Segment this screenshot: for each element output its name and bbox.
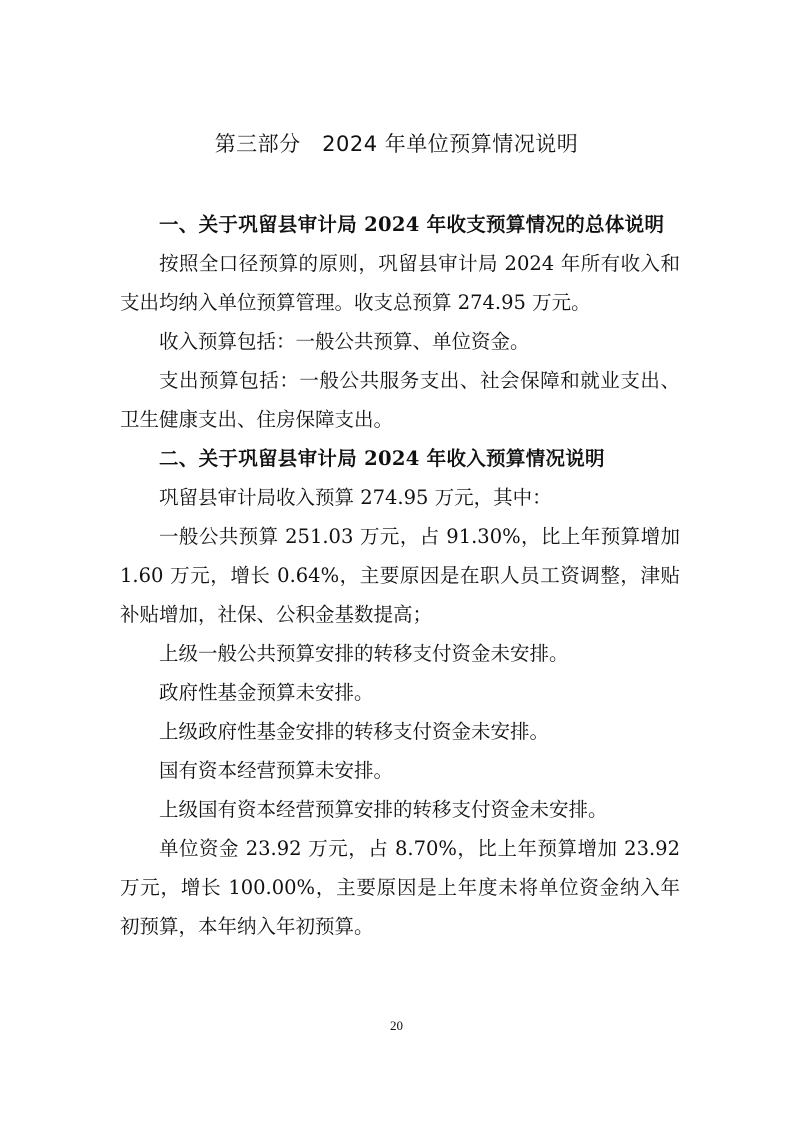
paragraph-transfer-fund: 上级政府性基金安排的转移支付资金未安排。 (159, 720, 550, 743)
heading-overall-budget: 一、关于巩留县审计局 2024 年收支预算情况的总体说明 (159, 213, 665, 236)
paragraph-income-categories: 收入预算包括：一般公共预算、单位资金。 (159, 330, 530, 353)
paragraph-general-budget: 一般公共预算 251.03 万元，占 91.30%，比上年预算增加 1.60 万元，增长 0.64%，主要原因是在职人员工资调整，津贴补贴增加，社保、公积金基数提高； (120, 525, 680, 626)
paragraph-transfer-general: 上级一般公共预算安排的转移支付资金未安排。 (159, 642, 569, 665)
paragraph-fund-budget: 政府性基金预算未安排。 (159, 681, 374, 704)
paragraph-scope: 按照全口径预算的原则，巩留县审计局 2024 年所有收入和支出均纳入单位预算管理。收支总预算 274.95 万元。 (120, 252, 680, 314)
paragraph-unit-funds: 单位资金 23.92 万元，占 8.70%，比上年预算增加 23.92 万元，增长 100.00%，主要原因是上年度未将单位资金纳入年初预算，本年纳入年初预算。 (120, 837, 680, 938)
section-title: 第三部分 2024 年单位预算情况说明 (214, 132, 579, 156)
paragraph-income-total: 巩留县审计局收入预算 274.95 万元，其中： (159, 486, 552, 509)
page-number: 20 (390, 1018, 403, 1033)
heading-income-budget: 二、关于巩留县审计局 2024 年收入预算情况说明 (159, 447, 605, 470)
paragraph-transfer-state-capital: 上级国有资本经营预算安排的转移支付资金未安排。 (159, 798, 608, 821)
paragraph-state-capital: 国有资本经营预算未安排。 (159, 759, 394, 782)
paragraph-expense-categories: 支出预算包括：一般公共服务支出、社会保障和就业支出、卫生健康支出、住房保障支出。 (120, 369, 680, 431)
document-body (120, 205, 680, 946)
